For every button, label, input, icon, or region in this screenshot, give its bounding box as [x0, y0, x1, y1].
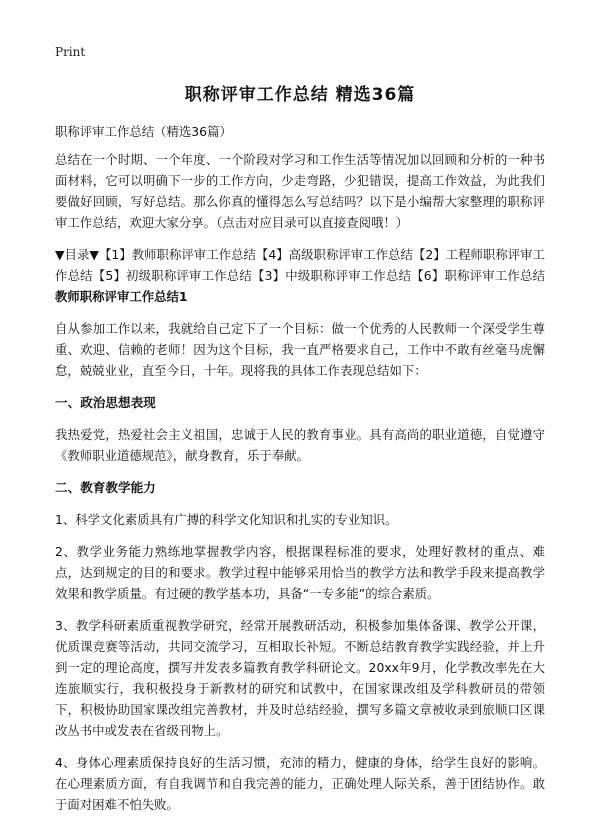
intro-paragraph: 总结在一个时期、一个年度、一个阶段对学习和工作生活等情况加以回顾和分析的一种书面材料，它可以明确下一步的工作方向，少走弯路，少犯错误，提高工作效益，为此我们要做好回顾，写好总结。那么你真的懂得怎么写总结吗？以下是小编帮大家整理的职称评审工作总结，欢迎大家分享。（点击对应目录可以直接查阅哦！）	[55, 152, 545, 230]
list-item: 3、教学科研素质重视教学研究，经常开展教研活动，积极参加集体备课、教学公开课，优质课竞赛等活动，共同交流学习，互相取长补短。不断总结教育教学实践经验，并上升到一定的理论高度，撰写并发表多篇教育教学科研论文。20xx年9月，化学教改率先在大连旅顺实行，我积极投身于新教材的研究和试教中，在国家课改组及学科教研员的带领下，积极协助国家课改组完善教材，并及时总结经验，撰写多篇文章被收录到旅顺口区课改丛书中或发表在省级刊物上。	[55, 618, 545, 738]
toc-links[interactable]: ▼目录▼【1】教师职称评审工作总结【4】高级职称评审工作总结【2】工程师职称评审工作总结【5】初级职称评审工作总结【3】中级职称评审工作总结【6】职称评审工作总结	[55, 247, 545, 283]
page-title: 职称评审工作总结 精选36篇	[184, 85, 416, 105]
list-item: 2、教学业务能力熟练地掌握教学内容，根据课程标准的要求，处理好教材的重点、难点，达到规定的目的和要求。教学过程中能够采用恰当的教学方法和教学手段来提高教学效果和教学质量。有过硬的教学基本功，具备“一专多能”的综合素质。	[55, 544, 545, 601]
print-link[interactable]: Print	[55, 45, 86, 59]
toc-article-heading: 教师职称评审工作总结1	[55, 289, 188, 304]
subtitle: 职称评审工作总结（精选36篇）	[55, 124, 232, 139]
list-item: 1、科学文化素质具有广搏的科学文化知识和扎实的专业知识。	[55, 512, 398, 527]
section-text-political: 我热爱党，热爱社会主义祖国，忠诚于人民的教育事业。具有高尚的职业道德，自觉遵守《教师职业道德规范》，献身教育，乐于奉献。	[55, 427, 545, 463]
section-heading-political: 一、政治思想表现	[55, 395, 156, 410]
document-body	[55, 121, 545, 815]
list-item: 4、身体心理素质保持良好的生活习惯，充沛的精力，健康的身体，给学生良好的影响。在心理素质方面，有自我调节和自我完善的能力，正确处理人际关系，善于团结协作。敢于面对困难不怕失败。	[55, 755, 545, 812]
section-heading-teaching: 二、教育教学能力	[55, 480, 156, 495]
table-of-contents[interactable]	[55, 244, 545, 307]
opening-paragraph: 自从参加工作以来，我就给自己定下了一个目标：做一个优秀的人民教师一个深受学生尊重、欢迎、信赖的老师！因为这个目标，我一直严格要求自己，工作中不敢有丝毫马虎懈怠，兢兢业业，直至今日，十年。现将我的具体工作表现总结如下：	[55, 321, 545, 378]
